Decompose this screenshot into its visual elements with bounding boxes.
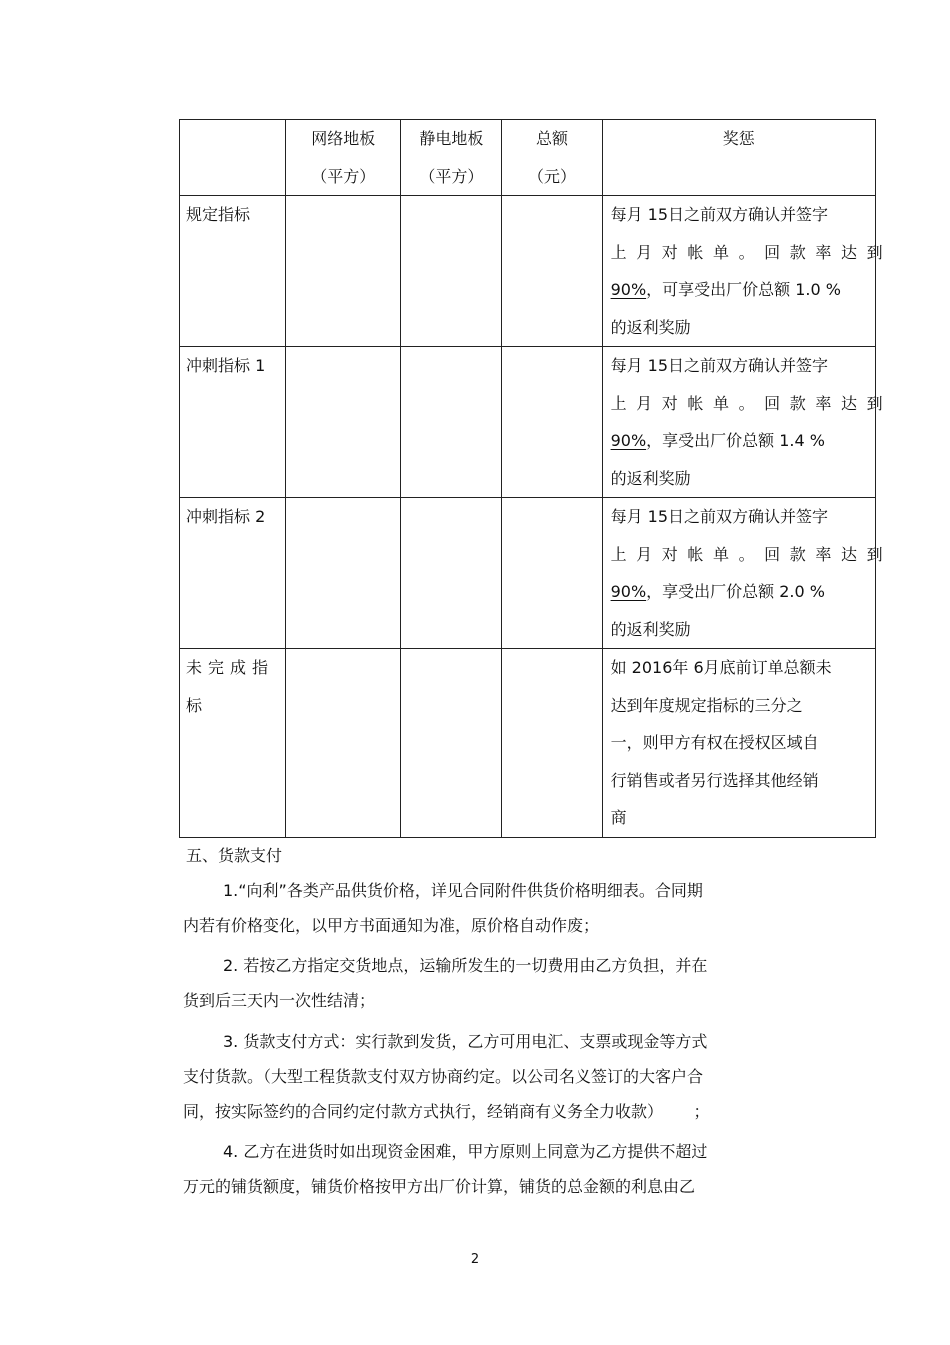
paragraph: 3. 货款支付方式：实行款到发货，乙方可用电汇、支票或现金等方式 支付货款。（大型工程货款支付双方协商约定。以公司名义签订的大客户合 同，按实际签约的合同约定付款方式执行，经销商有义务全力收款） ； [183,1032,710,1121]
paragraph: 2. 若按乙方指定交货地点，运输所发生的一切费用由乙方负担，并在 货到后三天内一次性结清； [183,956,708,1010]
reward-cell: 每月 15日之前双方确认并签字 上月对帐单。回款率达到 90%，享受出厂价总额 2.0 % 的返利奖励 [602,498,875,649]
empty-cell [401,347,502,498]
empty-cell [401,498,502,649]
empty-cell [502,347,602,498]
table-header-row [180,120,876,196]
empty-cell [401,196,502,347]
table-row [180,347,876,498]
empty-cell [502,498,602,649]
paragraph: 1.“向利”各类产品供货价格，详见合同附件供货价格明细表。合同期 内若有价格变化，以甲方书面通知为准，原价格自动作废； [183,881,703,935]
reward-cell: 如 2016年 6月底前订单总额未 达到年度规定指标的三分之 一，则甲方有权在授权区域自 行销售或者另行选择其他经销 商 [602,649,875,838]
section-title: 五、货款支付 [186,846,283,865]
reward-table [179,119,893,838]
empty-cell [286,347,401,498]
empty-cell [401,649,502,838]
rate-underlined: 90% [610,280,647,299]
row-label: 冲刺指标 2 [180,498,286,649]
rate-underlined: 90% [610,431,647,450]
header-cell-antistatic-floor: 静电地板 （平方） [401,120,502,196]
rate-underlined: 90% [610,582,647,601]
table-row [180,649,876,838]
empty-cell [502,649,602,838]
row-label: 未完成指 标 [180,649,286,838]
empty-cell [286,498,401,649]
row-label: 规定指标 [180,196,286,347]
row-label: 冲刺指标 1 [180,347,286,498]
empty-cell [286,649,401,838]
header-cell-total: 总额 （元） [502,120,602,196]
header-cell-network-floor: 网络地板 （平方） [286,120,401,196]
empty-cell [502,196,602,347]
table-row [180,196,876,347]
reward-cell: 每月 15日之前双方确认并签字 上月对帐单。回款率达到 90%，可享受出厂价总额 1.0 % 的返利奖励 [602,196,875,347]
paragraph: 4. 乙方在进货时如出现资金困难，甲方原则上同意为乙方提供不超过 万元的铺货额度，铺货价格按甲方出厂价计算，铺货的总金额的利息由乙 [183,1142,708,1196]
table-row [180,498,876,649]
header-cell-reward: 奖惩 [602,120,875,196]
empty-cell [286,196,401,347]
reward-cell: 每月 15日之前双方确认并签字 上月对帐单。回款率达到 90%，享受出厂价总额 1.4 % 的返利奖励 [602,347,875,498]
page-number: 2 [470,1252,480,1267]
header-cell-blank [180,120,286,196]
